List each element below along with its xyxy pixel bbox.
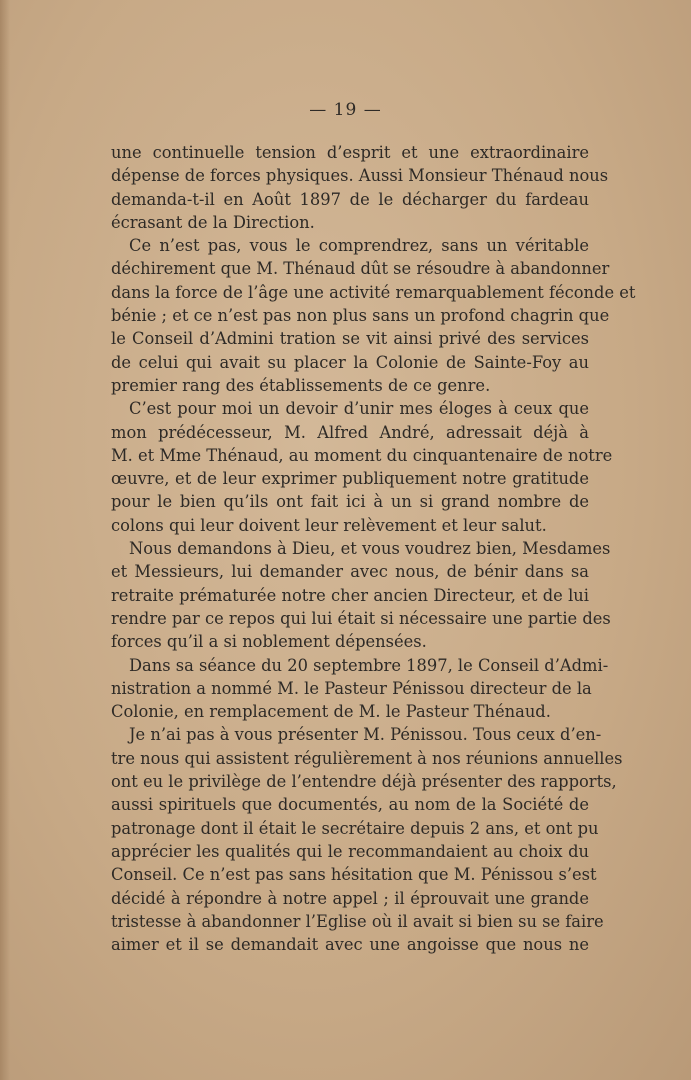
text-line: et Messieurs, lui demander avec nous, de bénir dans sa	[111, 562, 589, 582]
text-line: écrasant de la Direction.	[111, 212, 315, 232]
text-line: Colonie, en remplacement de M. le Pasteur Thénaud.	[111, 702, 551, 722]
text-line: dépense de forces physiques. Aussi Monsieur Thénaud nous	[111, 166, 609, 186]
text-line: demanda-t-il en Août 1897 de le décharger du fardeau	[111, 189, 589, 209]
text-line: pour le bien qu’ils ont fait ici à un si grand nombre de	[111, 492, 589, 512]
text-line: œuvre, et de leur exprimer publiquement notre gratitude	[111, 469, 589, 489]
text-line: C’est pour moi un devoir d’unir mes éloges à ceux que	[129, 399, 589, 419]
text-line: le Conseil d’Admini tration se vit ainsi privé des services	[111, 329, 589, 349]
text-line: colons qui leur doivent leur relèvement et leur salut.	[111, 515, 547, 535]
text-line: dans la force de l’âge une activité remarquablement féconde et	[111, 282, 636, 302]
text-line: Conseil. Ce n’est pas sans hésitation que M. Pénissou s’est	[111, 865, 597, 885]
text-line: nistration a nommé M. le Pasteur Pénissou directeur de la	[111, 678, 592, 698]
body-text	[111, 141, 636, 956]
text-line: patronage dont il était le secrétaire depuis 2 ans, et ont pu	[111, 818, 599, 838]
text-line: retraite prématurée notre cher ancien Directeur, et de lui	[111, 585, 589, 605]
text-line: mon prédécesseur, M. Alfred André, adressait déjà à	[111, 422, 589, 442]
text-line: aimer et il se demandait avec une angoisse que nous ne	[111, 935, 589, 955]
text-line: apprécier les qualités qui le recommandaient au choix du	[111, 841, 589, 861]
text-line: rendre par ce repos qui lui était si nécessaire une partie des	[111, 608, 611, 628]
text-line: Nous demandons à Dieu, et vous voudrez bien, Mesdames	[129, 539, 611, 559]
text-line: premier rang des établissements de ce genre.	[111, 375, 491, 395]
text-line: forces qu’il a si noblement dépensées.	[111, 632, 427, 652]
text-line: de celui qui avait su placer la Colonie de Sainte-Foy au	[111, 352, 589, 372]
text-line: bénie ; et ce n’est pas non plus sans un profond chagrin que	[111, 306, 610, 326]
text-line: tristesse à abandonner l’Eglise où il avait si bien su se faire	[111, 911, 604, 931]
text-line: Dans sa séance du 20 septembre 1897, le Conseil d’Admi-	[129, 655, 609, 675]
text-line: M. et Mme Thénaud, au moment du cinquantenaire de notre	[111, 445, 613, 465]
page-number: — 19 —	[309, 100, 382, 120]
text-line: aussi spirituels que documentés, au nom de la Société de	[111, 795, 589, 815]
text-line: tre nous qui assistent régulièrement à nos réunions annuelles	[111, 748, 623, 768]
text-line: ont eu le privilège de l’entendre déjà présenter des rapports,	[111, 772, 617, 792]
text-line: déchirement que M. Thénaud dût se résoudre à abandonner	[111, 259, 610, 279]
page-edge-shadow	[0, 0, 10, 1080]
text-line: Je n’ai pas à vous présenter M. Pénissou. Tous ceux d’en-	[129, 725, 602, 745]
text-line: une continuelle tension d’esprit et une extraordinaire	[111, 143, 589, 162]
text-line: décidé à répondre à notre appel ; il éprouvait une grande	[111, 888, 589, 908]
text-line: Ce n’est pas, vous le comprendrez, sans un véritable	[129, 236, 589, 256]
